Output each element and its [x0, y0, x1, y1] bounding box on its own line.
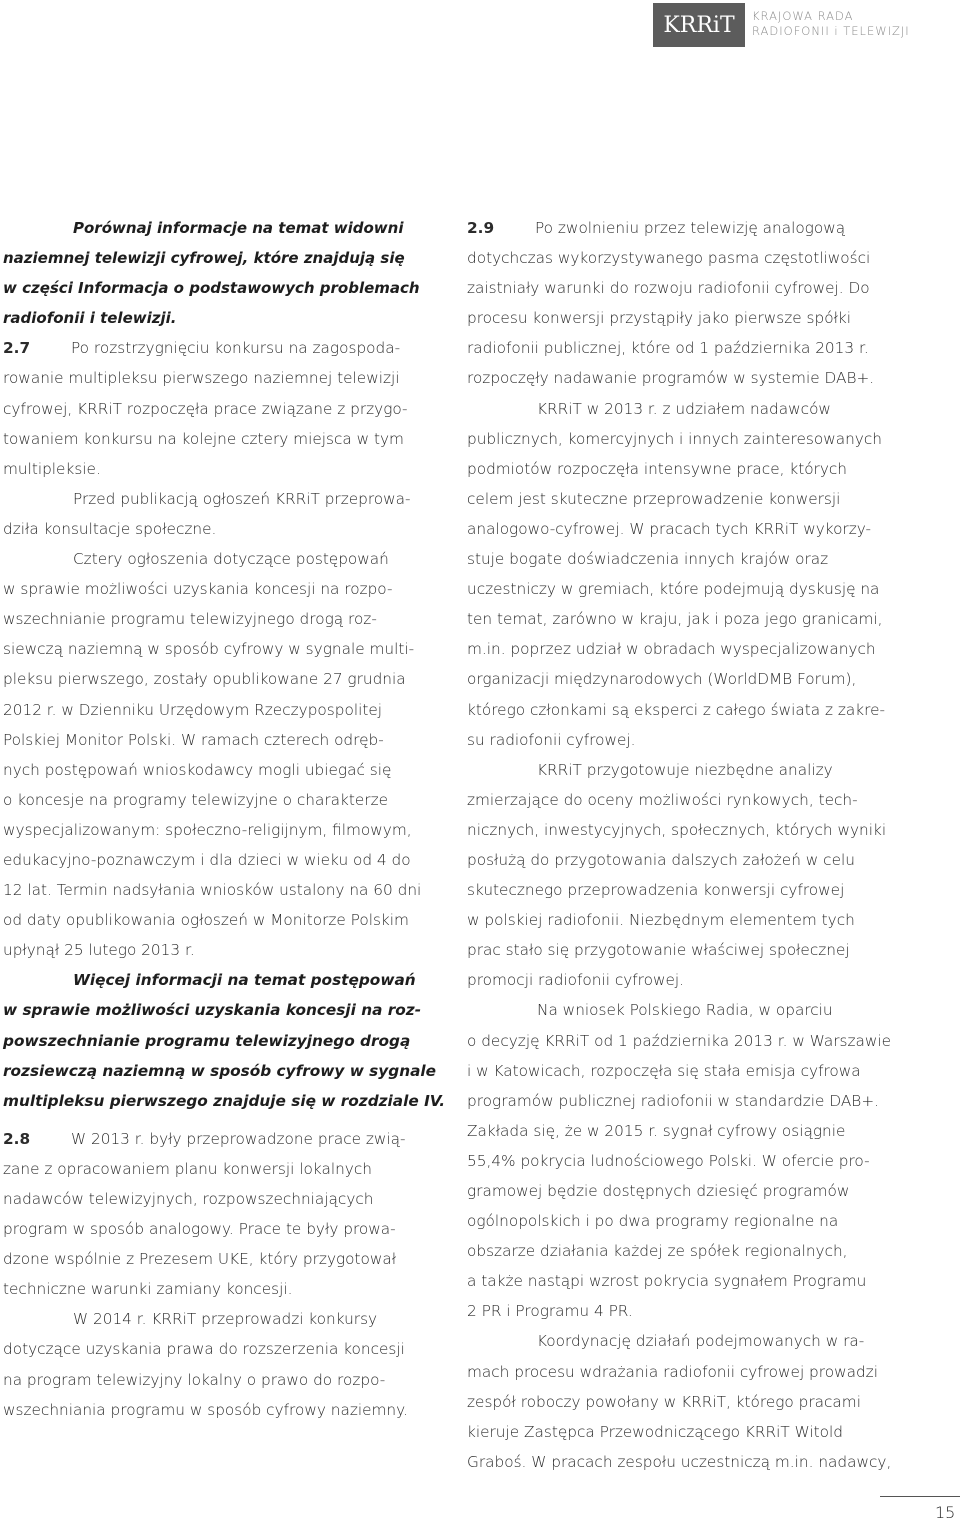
- text-line: rowanie multipleksu pierwszego naziemnej telewizji: [3, 369, 400, 388]
- text-line: publicznych, komercyjnych i innych zainteresowanych: [467, 429, 882, 448]
- page-number: 15: [935, 1503, 956, 1522]
- text-line: 2012 r. w Dzienniku Urzędowym Rzeczypospolitej: [3, 700, 382, 719]
- text-line: KRRiT w 2013 r. z udziałem nadawców: [537, 399, 831, 418]
- left-column: [3, 213, 446, 1425]
- text-line: techniczne warunki zamiany koncesji.: [3, 1280, 293, 1299]
- footer-divider: [880, 1496, 960, 1497]
- org-name-line2: RADIOFONII i TELEWIZJI: [752, 24, 910, 38]
- text-line: towaniem konkursu na kolejne cztery miejsca w tym: [3, 429, 404, 448]
- text-line: wszechniania programu w sposób cyfrowy naziemny.: [3, 1400, 408, 1419]
- text-line: dzone wspólnie z Prezesem UKE, który przygotował: [3, 1250, 397, 1269]
- text-line: Polskiej Monitor Polski. W ramach czterech odręb-: [3, 730, 384, 749]
- org-name-line1: KRAJOWA RADA: [752, 9, 854, 23]
- text-line: wszechnianie programu telewizyjnego drogą roz-: [3, 610, 377, 629]
- text-line: zaistniały warunki do rozwoju radiofonii cyfrowej. Do: [467, 279, 870, 298]
- text-line: dotychczas wykorzystywanego pasma częstotliwości: [467, 249, 871, 268]
- text-line: posłużą do przygotowania dalszych założeń w celu: [467, 850, 855, 869]
- text-line: organizacji międzynarodowych (WorldDMB Forum),: [467, 670, 857, 689]
- text-line: podmiotów rozpoczęła intensywne prace, których: [467, 459, 847, 478]
- text-line: promocji radiofonii cyfrowej.: [467, 971, 685, 990]
- text-line: a także nastąpi wzrost pokrycia sygnałem Programu: [467, 1272, 867, 1291]
- text-line: KRRiT przygotowuje niezbędne analizy: [537, 760, 833, 779]
- text-line: procesu konwersji przystąpiły jako pierwsze spółki: [467, 309, 852, 328]
- text-line: prac stało się przygotowanie właściwej społecznej: [467, 941, 850, 960]
- intro-line: w części Informacja o podstawowych problemach: [3, 279, 420, 298]
- text-line: ten temat, zarówno w kraju, jak i poza jego granicami,: [467, 610, 883, 629]
- text-line: upłynął 25 lutego 2013 r.: [3, 941, 195, 960]
- text-line: uczestniczy w gremiach, które podejmują dyskusję na: [467, 580, 880, 599]
- intro-line: Porównaj informacje na temat widowni: [73, 219, 404, 237]
- text-line: multipleksie.: [3, 459, 101, 478]
- text-line: którego członkami są eksperci z całego świata z zakre-: [467, 700, 886, 719]
- text-line: kieruje Zastępca Przewodniczącego KRRiT Witold: [467, 1422, 843, 1441]
- text-line: analogowo-cyfrowej. W pracach tych KRRiT wykorzy-: [467, 519, 872, 538]
- text-line: ogólnopolskich i po dwa programy regionalne na: [467, 1212, 839, 1231]
- intro-line: naziemnej telewizji cyfrowej, które znajdują się: [3, 249, 405, 268]
- text-line: 2 PR i Programu 4 PR.: [467, 1302, 633, 1321]
- text-line: m.in. poprzez udział w obradach wyspecjalizowanych: [467, 640, 876, 659]
- text-line: Przed publikacją ogłoszeń KRRiT przeprowa-: [73, 489, 411, 508]
- text-line: Koordynację działań podejmowanych w ra-: [537, 1332, 865, 1351]
- text-line: i w Katowicach, rozpoczęła się stała emisja cyfrowa: [467, 1061, 861, 1080]
- text-line: 12 lat. Termin nadsyłania wniosków ustalony na 60 dni: [3, 881, 422, 900]
- more-info-line: Więcej informacji na temat postępowań: [73, 971, 416, 990]
- text-line: o decyzję KRRiT od 1 października 2013 r. w Warszawie: [467, 1031, 892, 1050]
- text-line: cyfrowej, KRRiT rozpoczęła prace związane z przygo-: [3, 399, 408, 418]
- more-info-line: w sprawie możliwości uzyskania koncesji na roz-: [3, 1001, 422, 1020]
- text-line: Cztery ogłoszenia dotyczące postępowań: [73, 550, 389, 569]
- section-2-7-first-line: 2.7 Po rozstrzygnięciu konkursu na zagospoda-: [3, 333, 428, 363]
- more-info-line: rozsiewczą naziemną w sposób cyfrowy w sygnale: [3, 1061, 437, 1080]
- more-info-line: powszechnianie programu telewizyjnego drogą: [3, 1031, 411, 1050]
- text-line: stuje bogate doświadczenia innych krajów oraz: [467, 550, 829, 569]
- text-line: pleksu pierwszego, zostały opublikowane 27 grudnia: [3, 670, 406, 689]
- text-line: w sprawie możliwości uzyskania koncesji na rozpo-: [3, 580, 393, 599]
- text-line: 55,4% pokrycia ludnościowego Polski. W ofercie pro-: [467, 1151, 870, 1170]
- text-line: zmierzające do oceny możliwości rynkowych, tech-: [467, 790, 858, 809]
- intro-line: radiofonii i telewizji.: [3, 309, 177, 328]
- text-line: program w sposób analogowy. Prace te były prowa-: [3, 1220, 396, 1239]
- section-number: 2.9: [467, 219, 495, 237]
- text-line: skutecznego przeprowadzenia konwersji cyfrowej: [467, 881, 845, 900]
- text-line: nicznych, inwestycyjnych, społecznych, których wyniki: [467, 820, 887, 839]
- text-line: Graboś. W pracach zespołu uczestniczą m.in. nadawcy,: [467, 1452, 892, 1471]
- text-line: W 2014 r. KRRiT przeprowadzi konkursy: [73, 1310, 378, 1329]
- logo-mark: KRRiT: [663, 12, 735, 38]
- text-line: zane z opracowaniem planu konwersji lokalnych: [3, 1159, 372, 1178]
- right-column: [467, 213, 897, 1477]
- text-line: na program telewizyjny lokalny o prawo do rozpo-: [3, 1370, 386, 1389]
- text-line: Na wniosek Polskiego Radia, w oparciu: [537, 1001, 833, 1020]
- text-line: celem jest skuteczne przeprowadzenie konwersji: [467, 489, 841, 508]
- text-line: gramowej będzie dostępnych dziesięć programów: [467, 1182, 850, 1200]
- section-2-8-first-line: 2.8 W 2013 r. były przeprowadzone prace zwią-: [3, 1124, 428, 1154]
- section-number: 2.8: [3, 1129, 31, 1148]
- text-line: zespół roboczy powołany w KRRiT, którego pracami: [467, 1392, 861, 1411]
- krrit-logo: [653, 3, 745, 47]
- text-line: wyspecjalizowanym: społeczno-religijnym, filmowym,: [3, 820, 412, 839]
- more-info-line: multipleksu pierwszego znajduje się w rozdziale IV.: [3, 1091, 446, 1110]
- text-line: dziła konsultacje społeczne.: [3, 519, 217, 538]
- text-line: obszarze działania każdej ze spółek regionalnych,: [467, 1242, 848, 1261]
- section-number: 2.7: [3, 339, 31, 358]
- text-line: programów publicznej radiofonii w standardzie DAB+.: [467, 1091, 879, 1110]
- text-line: rozpoczęły nadawanie programów w systemie DAB+.: [467, 369, 875, 388]
- text-line: nych postępowań wnioskodawcy mogli ubiegać się: [3, 760, 392, 779]
- text-line: od daty opublikowania ogłoszeń w Monitorze Polskim: [3, 911, 409, 930]
- text-line: edukacyjno-poznawczym i dla dzieci w wieku od 4 do: [3, 850, 411, 869]
- text-line: w polskiej radiofonii. Niezbędnym elementem tych: [467, 911, 855, 930]
- text-line: siewczą naziemną w sposób cyfrowy w sygnale multi-: [3, 640, 415, 659]
- text-line: radiofonii publicznej, które od 1 października 2013 r.: [467, 339, 869, 358]
- text-line: mach procesu wdrażania radiofonii cyfrowej prowadzi: [467, 1362, 878, 1381]
- text-line: nadawców telewizyjnych, rozpowszechniających: [3, 1190, 374, 1208]
- text-line: Zakłada się, że w 2015 r. sygnał cyfrowy osiągnie: [467, 1121, 846, 1140]
- org-name: [752, 9, 910, 39]
- section-2-9-first-line: 2.9 Po zwolnieniu przez telewizję analogową: [467, 213, 897, 243]
- text-line: dotyczące uzyskania prawa do rozszerzenia koncesji: [3, 1340, 405, 1359]
- text-line: o koncesje na programy telewizyjne o charakterze: [3, 790, 389, 809]
- text-line: su radiofonii cyfrowej.: [467, 730, 636, 749]
